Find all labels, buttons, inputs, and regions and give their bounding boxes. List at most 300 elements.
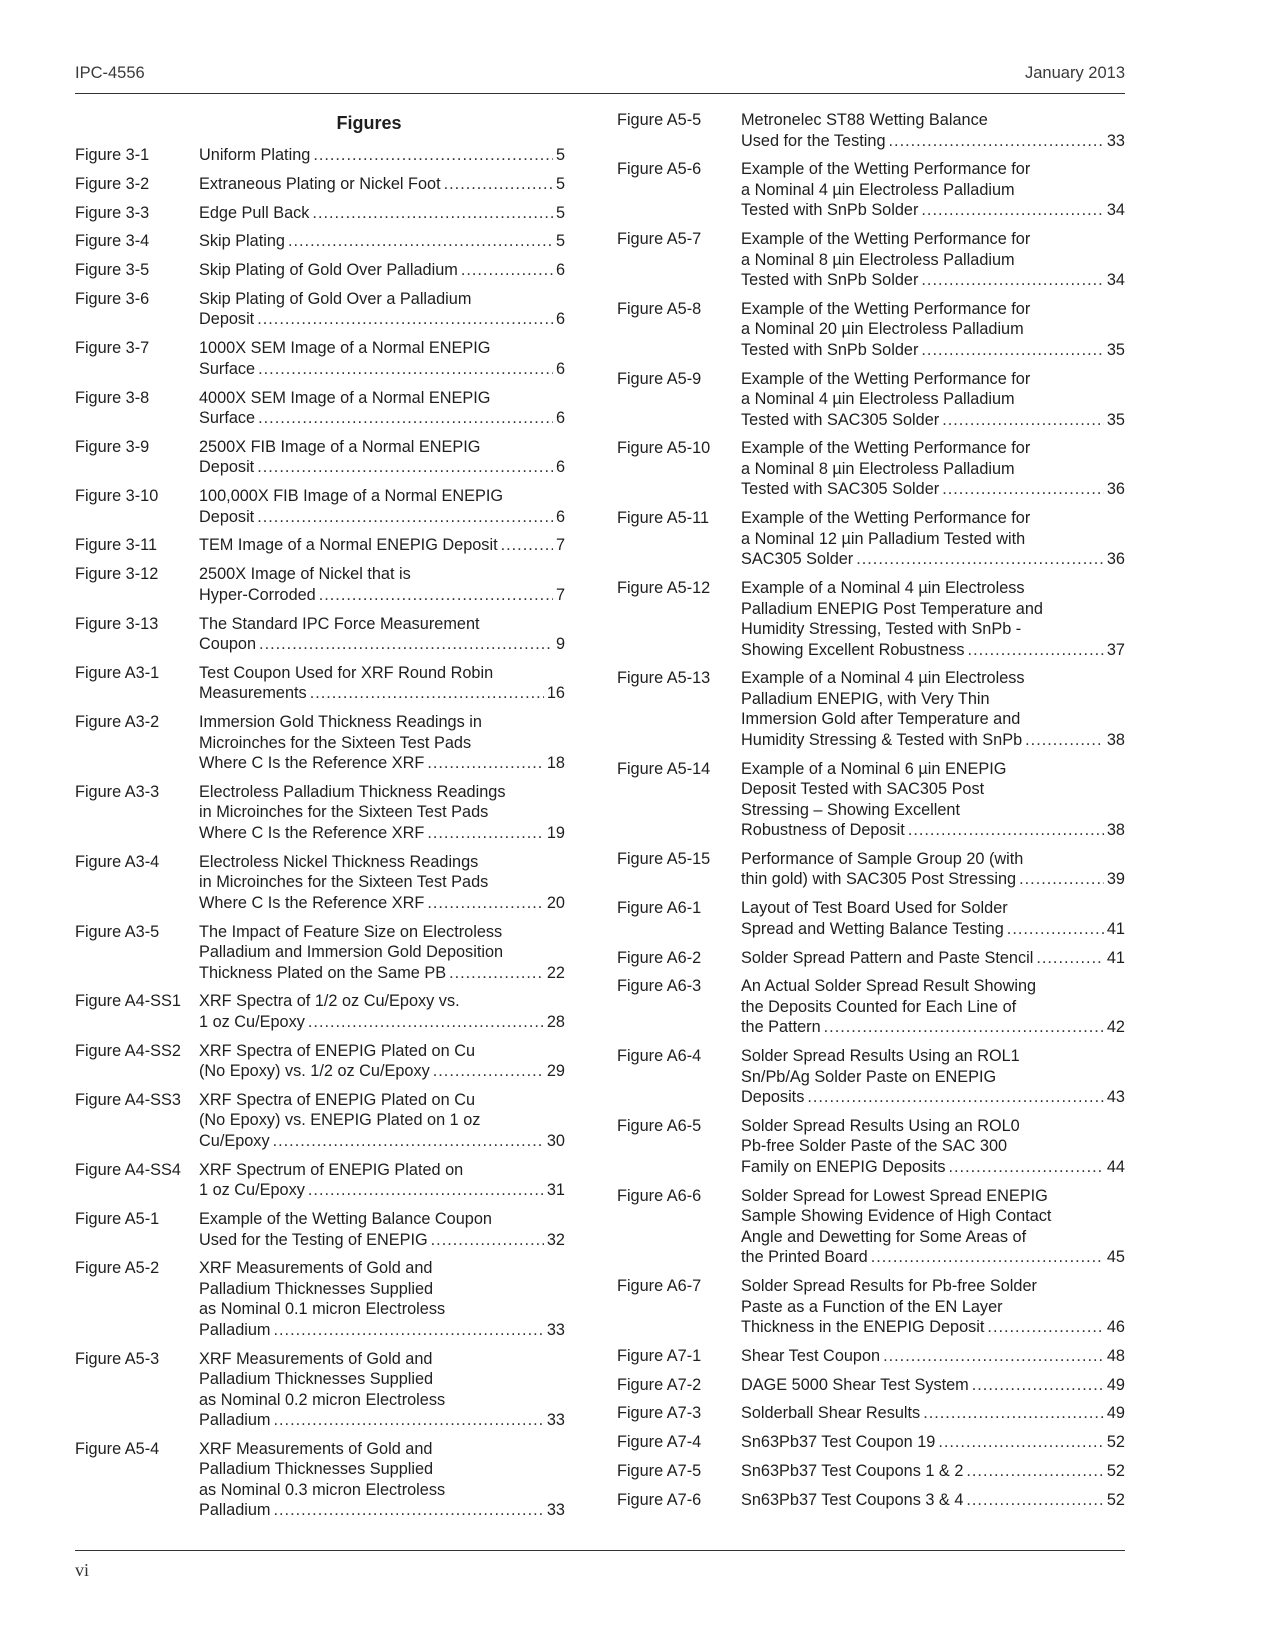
caption-line: in Microinches for the Sixteen Test Pads <box>199 873 489 892</box>
toc-left-column <box>75 110 565 1529</box>
toc-entry <box>75 991 565 1032</box>
caption-line: Sn63Pb37 Test Coupons 1 & 2 <box>741 1462 964 1481</box>
figure-caption <box>199 712 565 774</box>
figure-caption <box>199 852 565 914</box>
figure-caption <box>199 203 565 224</box>
caption-last-line <box>199 359 565 380</box>
caption-line: Solder Spread Results Using an ROL0 <box>741 1116 1020 1135</box>
toc-entry <box>617 159 1125 221</box>
caption-last-line <box>741 410 1125 431</box>
caption-last-line <box>741 131 1125 152</box>
figure-caption <box>741 948 1125 969</box>
caption-line: Angle and Dewetting for Some Areas of <box>741 1227 1027 1246</box>
caption-last-line <box>741 1461 1125 1482</box>
page-reference: 38 <box>1106 821 1125 840</box>
caption-last-line <box>199 753 565 774</box>
figure-number: Figure 3-10 <box>75 487 159 506</box>
figure-number: Figure A7-1 <box>617 1346 702 1365</box>
figure-number: Figure A5-13 <box>617 669 711 688</box>
figure-caption <box>199 782 565 844</box>
page-reference: 5 <box>555 232 565 251</box>
figure-number: Figure A4-SS1 <box>75 992 181 1011</box>
figure-number: Figure A5-5 <box>617 111 702 129</box>
caption-line: Used for the Testing of ENEPIG <box>199 1230 428 1249</box>
toc-entry <box>617 1346 1125 1367</box>
page-reference: 33 <box>546 1501 565 1520</box>
caption-line: Coupon <box>199 635 257 654</box>
caption-line: XRF Spectra of ENEPIG Plated on Cu <box>199 1041 476 1060</box>
caption-line: XRF Measurements of Gold and <box>199 1439 433 1458</box>
caption-line: Solderball Shear Results <box>741 1404 921 1423</box>
caption-last-line <box>199 1012 565 1033</box>
dot-leader <box>258 359 553 380</box>
toc-entry <box>75 1090 565 1152</box>
caption-line: Example of the Wetting Performance for <box>741 230 1031 249</box>
figure-number: Figure A7-5 <box>617 1462 702 1481</box>
caption-line: Showing Excellent Robustness <box>741 640 965 659</box>
dot-leader <box>427 823 544 844</box>
page-reference: 6 <box>555 458 565 477</box>
toc-entry <box>617 1046 1125 1108</box>
page-reference: 30 <box>546 1131 565 1150</box>
page-reference: 20 <box>546 893 565 912</box>
dot-leader <box>288 231 553 252</box>
caption-last-line <box>741 1157 1125 1178</box>
figure-caption <box>199 1209 565 1250</box>
caption-line: a Nominal 12 µin Palladium Tested with <box>741 529 1026 548</box>
caption-line: Family on ENEPIG Deposits <box>741 1157 946 1176</box>
figure-number: Figure A5-14 <box>617 759 711 778</box>
caption-line: Solder Spread for Lowest Spread ENEPIG <box>741 1186 1048 1205</box>
dot-leader <box>449 963 544 984</box>
toc-entry <box>617 1490 1125 1511</box>
caption-last-line <box>199 893 565 914</box>
caption-line: Palladium ENEPIG, with Very Thin <box>741 689 990 708</box>
caption-last-line <box>741 1017 1125 1038</box>
figure-caption <box>741 369 1125 431</box>
document-id: IPC-4556 <box>75 64 145 82</box>
caption-line: Thickness in the ENEPIG Deposit <box>741 1318 985 1337</box>
page-reference: 16 <box>546 684 565 703</box>
figure-caption <box>199 1160 565 1201</box>
caption-line: XRF Spectra of ENEPIG Plated on Cu <box>199 1090 476 1109</box>
caption-line: in Microinches for the Sixteen Test Pads <box>199 803 489 822</box>
page-reference: 28 <box>546 1012 565 1031</box>
page-reference: 33 <box>546 1411 565 1430</box>
caption-line: Example of the Wetting Performance for <box>741 299 1031 318</box>
dot-leader <box>313 145 553 166</box>
caption-line: Layout of Test Board Used for Solder <box>741 899 1008 918</box>
caption-line: The Standard IPC Force Measurement <box>199 614 480 633</box>
dot-leader <box>427 893 544 914</box>
page-reference: 35 <box>1106 410 1125 429</box>
caption-last-line <box>199 1230 565 1251</box>
caption-last-line <box>741 820 1125 841</box>
figure-caption <box>199 663 565 704</box>
caption-line: Example of the Wetting Performance for <box>741 160 1031 179</box>
toc-entry <box>75 922 565 984</box>
figure-caption <box>741 849 1125 890</box>
toc-entry <box>617 948 1125 969</box>
caption-last-line <box>741 1490 1125 1511</box>
dot-leader <box>257 457 553 478</box>
dot-leader <box>310 683 544 704</box>
caption-last-line <box>199 1500 565 1521</box>
figure-caption <box>741 1276 1125 1338</box>
toc-entry <box>75 1041 565 1082</box>
caption-last-line <box>741 1432 1125 1453</box>
toc-entry <box>617 438 1125 500</box>
figure-caption <box>741 1046 1125 1108</box>
footer-rule <box>75 1550 1125 1551</box>
caption-line: Surface <box>199 409 256 428</box>
figure-caption <box>199 338 565 379</box>
page-reference: 36 <box>1106 480 1125 499</box>
dot-leader <box>444 174 553 195</box>
figure-caption <box>199 437 565 478</box>
toc-entry <box>617 898 1125 939</box>
figure-number: Figure 3-13 <box>75 614 159 633</box>
page-reference: 32 <box>546 1230 565 1249</box>
toc-entry <box>617 759 1125 841</box>
header-rule <box>75 93 1125 94</box>
dot-leader <box>921 340 1103 361</box>
caption-line: Deposit <box>199 507 255 526</box>
figure-caption <box>199 174 565 195</box>
toc-entry <box>617 1432 1125 1453</box>
figure-caption <box>741 508 1125 570</box>
figure-number: Figure A3-2 <box>75 713 160 732</box>
figure-caption <box>741 668 1125 750</box>
dot-leader <box>319 585 553 606</box>
caption-last-line <box>741 200 1125 221</box>
figure-number: Figure A6-1 <box>617 899 702 918</box>
toc-entry <box>75 486 565 527</box>
figure-number: Figure A5-11 <box>617 509 710 528</box>
dot-leader <box>431 1230 544 1251</box>
toc-entry <box>75 145 565 166</box>
caption-line: Sn63Pb37 Test Coupon 19 <box>741 1433 936 1452</box>
toc-entry <box>75 614 565 655</box>
toc-entry <box>75 260 565 281</box>
caption-line: Tested with SAC305 Solder <box>741 480 940 499</box>
figure-caption <box>199 535 565 556</box>
caption-line: Extraneous Plating or Nickel Foot <box>199 174 441 193</box>
figure-number: Figure A7-3 <box>617 1404 702 1423</box>
caption-last-line <box>199 535 565 556</box>
caption-line: Solder Spread Results for Pb-free Solder <box>741 1277 1037 1296</box>
figure-caption <box>199 145 565 166</box>
dot-leader <box>257 309 553 330</box>
caption-line: Tested with SnPb Solder <box>741 271 919 290</box>
caption-line: Where C Is the Reference XRF <box>199 893 425 912</box>
page-reference: 49 <box>1106 1404 1125 1423</box>
dot-leader <box>921 200 1103 221</box>
caption-line: Example of a Nominal 6 µin ENEPIG <box>741 759 1007 778</box>
caption-line: Edge Pull Back <box>199 203 310 222</box>
figure-caption <box>741 976 1125 1038</box>
caption-line: as Nominal 0.3 micron Electroless <box>199 1480 446 1499</box>
toc-entry <box>75 535 565 556</box>
caption-last-line <box>199 1131 565 1152</box>
toc-entry <box>75 231 565 252</box>
caption-line: a Nominal 20 µin Electroless Palladium <box>741 320 1024 339</box>
figure-number: Figure A7-6 <box>617 1490 702 1509</box>
figure-caption <box>199 260 565 281</box>
dot-leader <box>942 479 1104 500</box>
dot-leader <box>824 1017 1104 1038</box>
caption-line: Performance of Sample Group 20 (with <box>741 849 1024 868</box>
caption-line: Immersion Gold Thickness Readings in <box>199 713 482 732</box>
caption-line: Palladium <box>199 1411 271 1430</box>
caption-line: An Actual Solder Spread Result Showing <box>741 977 1037 996</box>
page-reference: 35 <box>1106 340 1125 359</box>
page-reference: 37 <box>1106 640 1125 659</box>
figure-number: Figure A5-3 <box>75 1349 160 1368</box>
caption-line: Sample Showing Evidence of High Contact <box>741 1207 1052 1226</box>
figure-number: Figure 3-11 <box>75 536 158 555</box>
caption-last-line <box>741 730 1125 751</box>
page-reference: 33 <box>546 1320 565 1339</box>
caption-line: XRF Measurements of Gold and <box>199 1349 433 1368</box>
dot-leader <box>427 753 544 774</box>
figure-caption <box>741 1432 1125 1453</box>
page-reference: 31 <box>546 1181 565 1200</box>
dot-leader <box>807 1087 1104 1108</box>
caption-last-line <box>199 507 565 528</box>
caption-line: 100,000X FIB Image of a Normal ENEPIG <box>199 487 504 506</box>
page-reference: 6 <box>555 409 565 428</box>
figure-number: Figure 3-4 <box>75 232 150 251</box>
figure-caption <box>741 1375 1125 1396</box>
figure-caption <box>199 1349 565 1431</box>
caption-line: Solder Spread Results Using an ROL1 <box>741 1047 1020 1066</box>
dot-leader <box>1025 730 1104 751</box>
caption-last-line <box>741 919 1125 940</box>
caption-last-line <box>199 1180 565 1201</box>
page-reference: 34 <box>1106 271 1125 290</box>
caption-line: as Nominal 0.2 micron Electroless <box>199 1390 446 1409</box>
dot-leader <box>308 1012 544 1033</box>
toc-right-column <box>617 110 1125 1519</box>
figure-number: Figure 3-5 <box>75 261 150 280</box>
figure-number: Figure A5-1 <box>75 1210 160 1229</box>
caption-last-line <box>741 869 1125 890</box>
caption-line: 1 oz Cu/Epoxy <box>199 1012 305 1031</box>
figure-caption <box>199 388 565 429</box>
figure-caption <box>741 1116 1125 1178</box>
figure-number: Figure 3-7 <box>75 339 150 358</box>
caption-line: thin gold) with SAC305 Post Stressing <box>741 870 1017 889</box>
page-reference: 7 <box>555 536 565 555</box>
caption-line: Palladium <box>199 1320 271 1339</box>
toc-entry <box>75 1258 565 1340</box>
caption-line: Palladium Thicknesses Supplied <box>199 1460 434 1479</box>
page-reference: 29 <box>546 1062 565 1081</box>
caption-last-line <box>199 457 565 478</box>
figure-caption <box>741 110 1125 151</box>
caption-line: XRF Spectrum of ENEPIG Plated on <box>199 1160 464 1179</box>
toc-entry <box>75 203 565 224</box>
figure-number: Figure A5-6 <box>617 160 702 179</box>
caption-line: XRF Measurements of Gold and <box>199 1259 433 1278</box>
toc-entry <box>617 578 1125 660</box>
page-reference: 46 <box>1106 1318 1125 1337</box>
dot-leader <box>433 1061 544 1082</box>
toc-entry <box>617 1461 1125 1482</box>
toc-entry <box>75 1209 565 1250</box>
caption-line: Metronelec ST88 Wetting Balance <box>741 111 988 129</box>
figure-caption <box>199 922 565 984</box>
caption-line: Deposit Tested with SAC305 Post <box>741 780 985 799</box>
toc-entry <box>75 564 565 605</box>
caption-line: SAC305 Solder <box>741 550 854 569</box>
caption-line: Sn/Pb/Ag Solder Paste on ENEPIG <box>741 1067 997 1086</box>
caption-line: Test Coupon Used for XRF Round Robin <box>199 663 494 682</box>
toc-entry <box>75 174 565 195</box>
figure-number: Figure 3-3 <box>75 203 150 222</box>
page-reference: 6 <box>555 507 565 526</box>
caption-line: Deposit <box>199 458 255 477</box>
figure-caption <box>741 578 1125 660</box>
page-reference: 5 <box>555 146 565 164</box>
figure-caption <box>741 1461 1125 1482</box>
dot-leader <box>938 1432 1104 1453</box>
figure-number: Figure A3-4 <box>75 852 160 871</box>
caption-line: Microinches for the Sixteen Test Pads <box>199 733 472 752</box>
figure-number: Figure 3-6 <box>75 289 150 308</box>
page-reference: 33 <box>1106 131 1125 150</box>
dot-leader <box>308 1180 544 1201</box>
caption-line: Hyper-Corroded <box>199 585 316 604</box>
figure-caption <box>199 991 565 1032</box>
caption-line: Palladium Thicknesses Supplied <box>199 1279 434 1298</box>
figure-number: Figure A6-5 <box>617 1116 702 1135</box>
caption-line: the Printed Board <box>741 1248 868 1267</box>
figure-number: Figure A4-SS4 <box>75 1160 181 1179</box>
caption-line: Paste as a Function of the EN Layer <box>741 1297 1003 1316</box>
caption-last-line <box>199 260 565 281</box>
toc-entry <box>617 1375 1125 1396</box>
toc-entry <box>75 1439 565 1521</box>
page-reference: 38 <box>1106 730 1125 749</box>
figure-number: Figure A5-8 <box>617 299 702 318</box>
dot-leader <box>966 1490 1104 1511</box>
caption-last-line <box>199 634 565 655</box>
caption-last-line <box>199 1320 565 1341</box>
caption-line: Stressing – Showing Excellent <box>741 800 961 819</box>
caption-line: Palladium and Immersion Gold Deposition <box>199 943 504 962</box>
caption-last-line <box>741 549 1125 570</box>
caption-last-line <box>199 174 565 195</box>
page-reference: 9 <box>555 635 565 654</box>
figure-caption <box>741 759 1125 841</box>
page-reference: 42 <box>1106 1018 1125 1037</box>
toc-entry <box>617 1403 1125 1424</box>
caption-line: Skip Plating <box>199 232 285 251</box>
caption-line: a Nominal 8 µin Electroless Palladium <box>741 250 1015 269</box>
toc-entry <box>617 668 1125 750</box>
dot-leader <box>312 203 553 224</box>
figure-caption <box>199 614 565 655</box>
page-number: vi <box>75 1560 90 1580</box>
caption-last-line <box>741 1375 1125 1396</box>
caption-line: XRF Spectra of 1/2 oz Cu/Epoxy vs. <box>199 992 460 1011</box>
page-reference: 39 <box>1106 870 1125 889</box>
page-reference: 36 <box>1106 550 1125 569</box>
figure-number: Figure 3-12 <box>75 565 159 584</box>
caption-line: 2500X FIB Image of a Normal ENEPIG <box>199 437 481 456</box>
page-reference: 44 <box>1106 1157 1125 1176</box>
figure-caption <box>199 231 565 252</box>
caption-line: Where C Is the Reference XRF <box>199 823 425 842</box>
page-reference: 5 <box>555 174 565 193</box>
caption-line: Example of the Wetting Performance for <box>741 369 1031 388</box>
toc-entry <box>75 1349 565 1431</box>
page-reference: 49 <box>1106 1375 1125 1394</box>
dot-leader <box>461 260 553 281</box>
caption-line: Tested with SAC305 Solder <box>741 410 940 429</box>
figure-caption <box>199 486 565 527</box>
figure-caption <box>199 564 565 605</box>
caption-line: Example of a Nominal 4 µin Electroless <box>741 669 1025 688</box>
figure-caption <box>741 1346 1125 1367</box>
page-reference: 5 <box>555 203 565 222</box>
toc-entry <box>617 508 1125 570</box>
figure-number: Figure A3-5 <box>75 922 160 941</box>
dot-leader <box>257 507 553 528</box>
page-reference: 48 <box>1106 1346 1125 1365</box>
caption-line: Immersion Gold after Temperature and <box>741 710 1021 729</box>
caption-line: 2500X Image of Nickel that is <box>199 565 411 584</box>
caption-line: Deposits <box>741 1088 805 1107</box>
caption-last-line <box>741 1247 1125 1268</box>
caption-line: (No Epoxy) vs. ENEPIG Plated on 1 oz <box>199 1111 481 1130</box>
dot-leader <box>908 820 1104 841</box>
caption-last-line <box>199 231 565 252</box>
dot-leader <box>501 535 553 556</box>
toc-entry <box>75 663 565 704</box>
dot-leader <box>921 270 1103 291</box>
caption-line: Cu/Epoxy <box>199 1131 270 1150</box>
caption-line: 4000X SEM Image of a Normal ENEPIG <box>199 388 491 407</box>
page-reference: 6 <box>555 261 565 280</box>
figure-caption <box>741 1490 1125 1511</box>
page-reference: 41 <box>1106 948 1125 967</box>
caption-line: (No Epoxy) vs. 1/2 oz Cu/Epoxy <box>199 1062 430 1081</box>
toc-entry <box>617 1276 1125 1338</box>
toc-entry <box>617 369 1125 431</box>
dot-leader <box>259 634 553 655</box>
figure-number: Figure A5-2 <box>75 1259 160 1278</box>
toc-entry <box>75 289 565 330</box>
page-reference: 43 <box>1106 1088 1125 1107</box>
caption-last-line <box>741 640 1125 661</box>
figure-number: Figure A6-7 <box>617 1277 702 1296</box>
page-reference: 52 <box>1106 1462 1125 1481</box>
caption-line: the Pattern <box>741 1018 821 1037</box>
dot-leader <box>274 1410 544 1431</box>
figure-caption <box>741 438 1125 500</box>
caption-line: Example of the Wetting Performance for <box>741 439 1031 458</box>
caption-line: a Nominal 4 µin Electroless Palladium <box>741 180 1015 199</box>
figure-number: Figure A5-12 <box>617 579 711 598</box>
caption-line: Electroless Nickel Thickness Readings <box>199 852 479 871</box>
caption-line: Humidity Stressing & Tested with SnPb <box>741 730 1023 749</box>
figure-number: Figure A6-4 <box>617 1047 702 1066</box>
figure-caption <box>199 1439 565 1521</box>
page-reference: 6 <box>555 359 565 378</box>
